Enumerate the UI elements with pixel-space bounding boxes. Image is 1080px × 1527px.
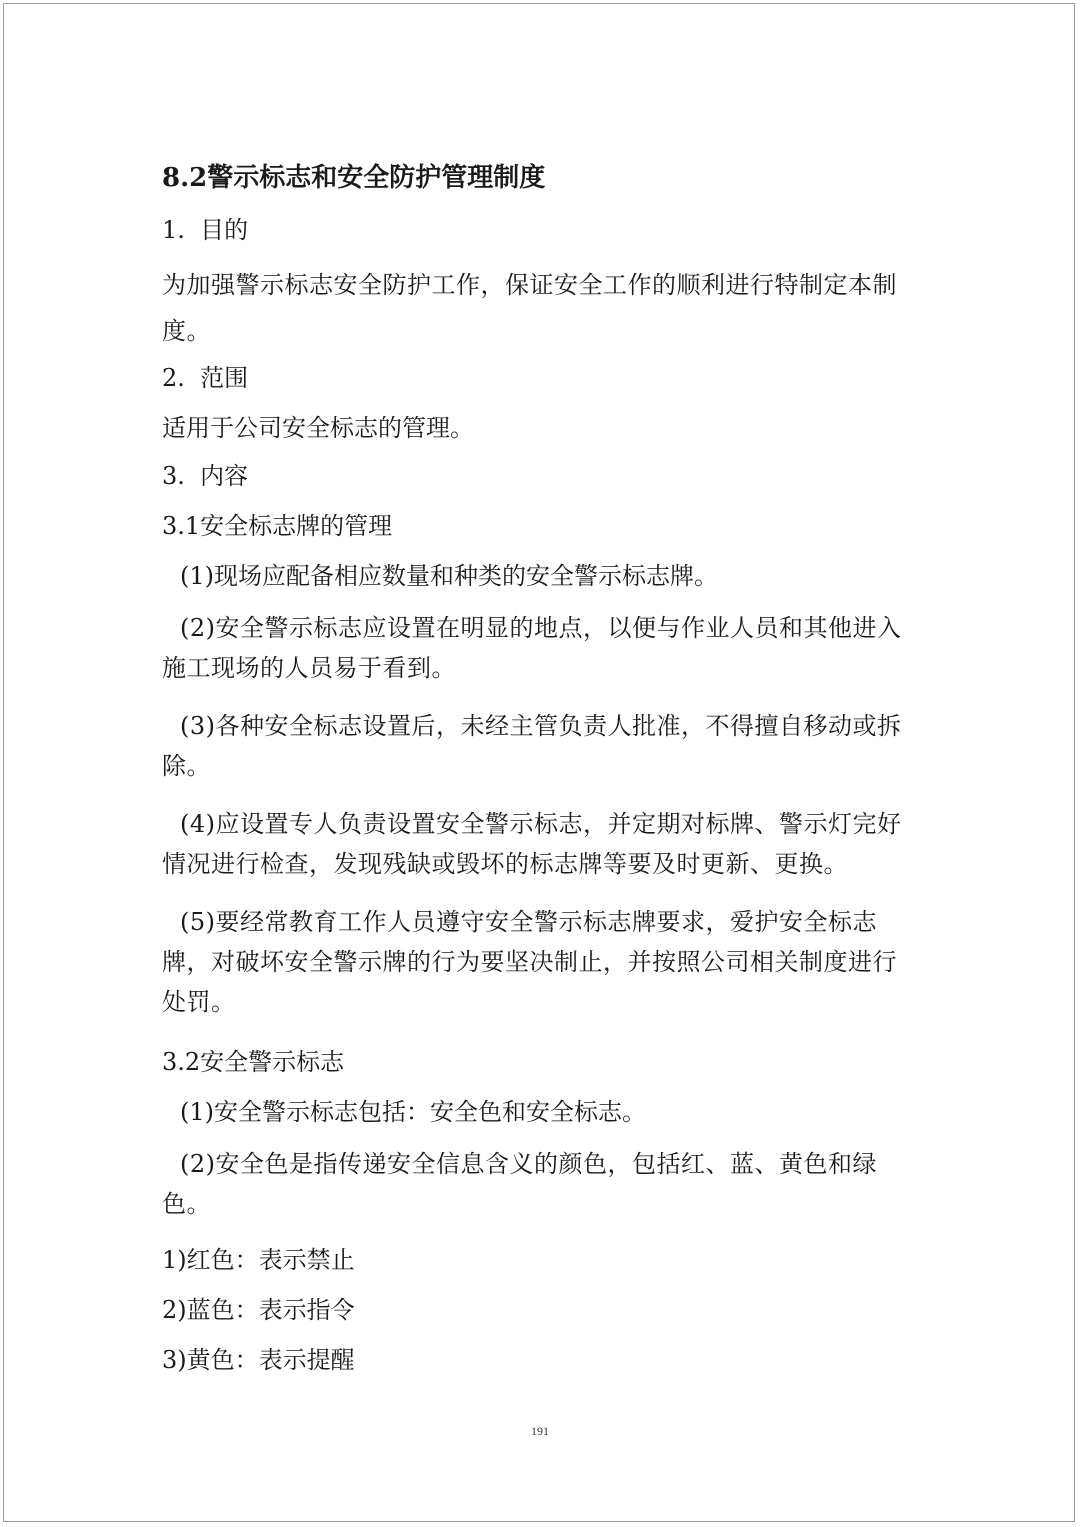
heading-content: 3. 内容: [162, 462, 249, 490]
list-item: [162, 1144, 920, 1224]
color-item-red: 1)红色：表示禁止: [162, 1246, 355, 1274]
list-item: [162, 706, 920, 786]
purpose-paragraph: 为加强警示标志安全防护工作，保证安全工作的顺利进行特制定本制度。: [162, 271, 897, 345]
document-body: [162, 148, 920, 1378]
list-item: [162, 804, 920, 884]
subheading-warning-signs: 3.2安全警示标志: [162, 1048, 345, 1076]
scope-paragraph: 适用于公司安全标志的管理。: [162, 414, 474, 442]
list-item: [162, 608, 920, 688]
heading-purpose: 1. 目的: [162, 216, 249, 244]
list-item-text: (2)安全色是指传递安全信息含义的颜色，包括红、蓝、黄色和绿色。: [162, 1150, 877, 1218]
list-item: [162, 902, 920, 1022]
list-item-text: (5)要经常教育工作人员遵守安全警示标志牌要求，爱护安全标志牌，对破坏安全警示牌的行为要坚决制止，并按照公司相关制度进行处罚。: [162, 908, 897, 1016]
color-item-yellow: 3)黄色：表示提醒: [162, 1346, 355, 1374]
list-item: (1)安全警示标志包括：安全色和安全标志。: [180, 1098, 646, 1126]
list-item: (1)现场应配备相应数量和种类的安全警示标志牌。: [180, 562, 718, 590]
page-number: 191: [531, 1424, 549, 1438]
list-item-text: (4)应设置专人负责设置安全警示标志，并定期对标牌、警示灯完好情况进行检查，发现残缺或毁坏的标志牌等要及时更新、更换。: [162, 810, 902, 878]
subheading-sign-management: 3.1安全标志牌的管理: [162, 512, 393, 540]
section-title: 8.2警示标志和安全防护管理制度: [162, 163, 546, 193]
heading-scope: 2. 范围: [162, 364, 249, 392]
color-item-blue: 2)蓝色：表示指令: [162, 1296, 355, 1324]
list-item-text: (2)安全警示标志应设置在明显的地点，以便与作业人员和其他进入施工现场的人员易于看到。: [162, 614, 902, 682]
list-item-text: (3)各种安全标志设置后，未经主管负责人批准，不得擅自移动或拆除。: [162, 712, 902, 780]
